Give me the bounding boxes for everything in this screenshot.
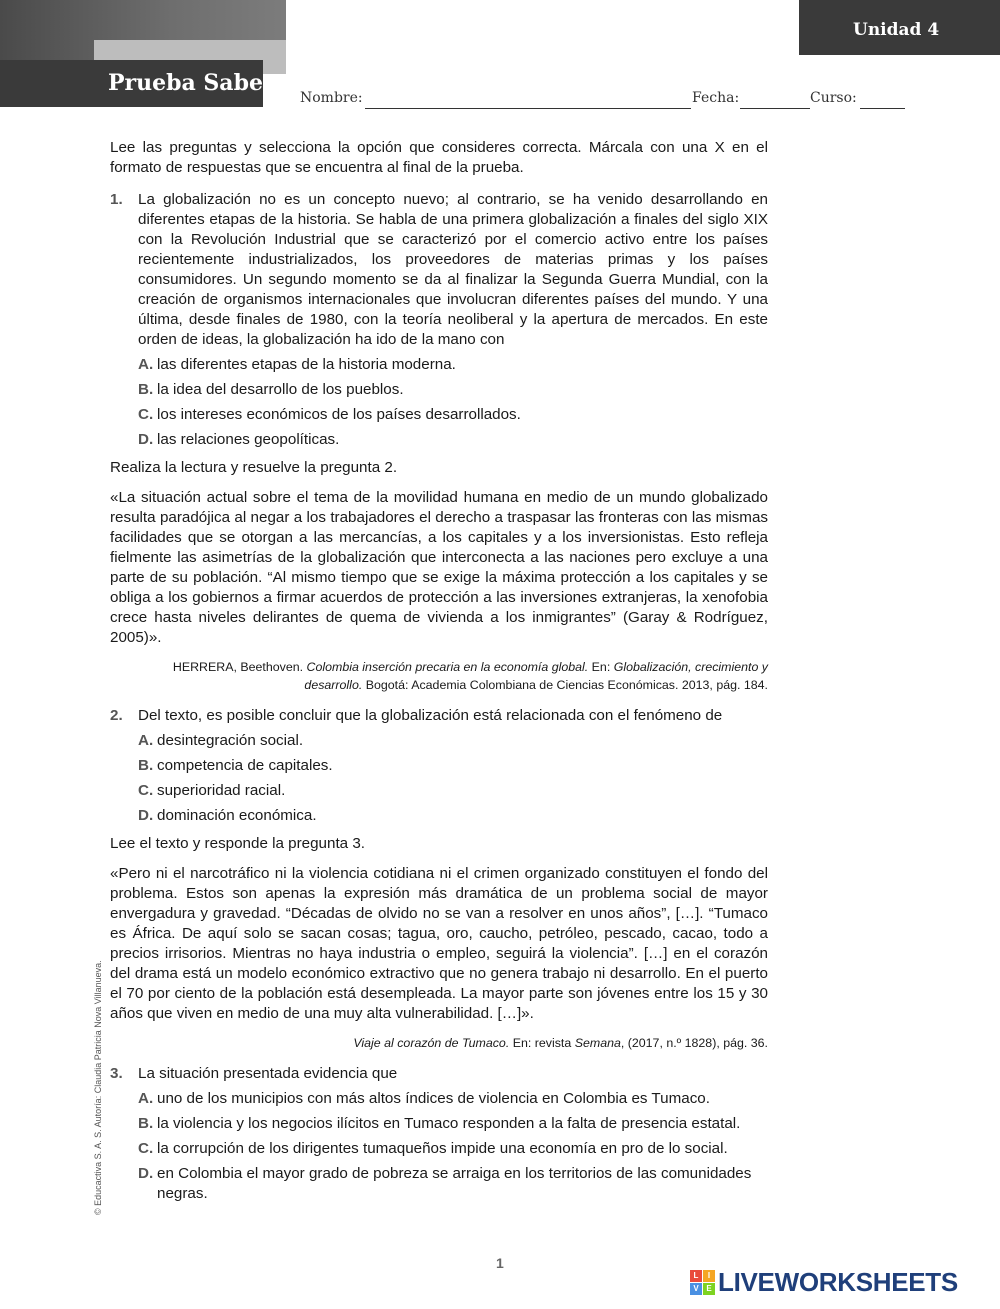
option-b[interactable]: B. la violencia y los negocios ilícitos en Tumaco responden a la falta de presencia estatal. xyxy=(138,1115,741,1132)
option-b[interactable]: B. competencia de capitales. xyxy=(138,757,333,774)
page-title: Prueba Saber xyxy=(0,60,263,107)
instructions: Lee las preguntas y selecciona la opción que consideres correcta. Márcala con una X en el formato de respuestas que se encuentra al final de la prueba. xyxy=(110,139,768,176)
logo-mark-tile: E xyxy=(703,1283,715,1295)
unit-label: Unidad 4 xyxy=(799,0,1000,55)
passage-2: «La situación actual sobre el tema de la movilidad humana en medio de un mundo globalizado resulta paradójica al negar a los trabajadores el derecho a traspasar las fronteras con las mismas facilidades que se otorgan a las mercancías, a los capitales y a los inversionistas. Esto refleja fielmente las asimetrías de la globalización que interconecta a las naciones pero excluye a una parte de su población. “Al mismo tiempo que se exige la máxima protección a los capitales y se obliga a los gobiernos a firmar acuerdos de protección a las inversiones extranjeras, la xenofobia crece hasta niveles delirantes de quema de vivienda a los inmigrantes” (Garay & Rodríguez, 2005)». xyxy=(110,489,768,646)
source-citation-3: Viaje al corazón de Tumaco. En: revista Semana, (2017, n.º 1828), pág. 36. xyxy=(353,1036,768,1050)
logo-mark-tile: L xyxy=(690,1270,702,1282)
option-a[interactable]: A. desintegración social. xyxy=(138,732,304,749)
option-a[interactable]: A. uno de los municipios con más altos índices de violencia en Colombia es Tumaco. xyxy=(138,1090,710,1107)
question-number: 1. xyxy=(110,191,123,208)
question-text: La globalización no es un concepto nuevo; al contrario, se ha venido desarrollando en diferentes etapas de la historia. Se habla de una primera globalización a finales del siglo XIX con la Revolución Industrial que se caracterizó por el comercio activo entre los países recientemente industrializados, los proveedores de materias primas y los países consumidores. Un segundo momento se da al finalizar la Segunda Guerra Mundial, con la creación de organismos internacionales que involucran diferentes países del mundo. Y una última, desde finales de 1980, con la teoría neoliberal y la apertura de mercados. En este orden de ideas, la globalización ha ido de la mano con xyxy=(138,191,768,348)
question-1 xyxy=(110,190,768,350)
reading-instruction-2: Realiza la lectura y resuelve la pregunta 2. xyxy=(110,459,398,476)
option-c[interactable]: C. los intereses económicos de los países desarrollados. xyxy=(138,406,521,423)
option-d[interactable]: D. las relaciones geopolíticas. xyxy=(138,431,340,448)
question-text: La situación presentada evidencia que xyxy=(138,1065,398,1082)
question-2-options xyxy=(138,731,768,826)
course-label: Curso: xyxy=(810,90,857,106)
question-3 xyxy=(110,1064,768,1084)
option-d[interactable]: D. dominación económica. xyxy=(138,807,317,824)
question-3-options xyxy=(138,1089,768,1204)
copyright-note: © Educactiva S. A. S. Autoría: Claudia Patricia Nova Villanueva. xyxy=(93,960,103,1215)
option-c[interactable]: C. la corrupción de los dirigentes tumaqueños impide una economía en pro de lo social. xyxy=(138,1140,728,1157)
course-field[interactable] xyxy=(860,108,905,109)
page-number: 1 xyxy=(496,1255,504,1271)
option-b[interactable]: B. la idea del desarrollo de los pueblos. xyxy=(138,381,404,398)
logo-mark-tile: V xyxy=(690,1283,702,1295)
question-text: Del texto, es posible concluir que la globalización está relacionada con el fenómeno de xyxy=(138,707,723,724)
passage-3: «Pero ni el narcotráfico ni la violencia cotidiana ni el crimen organizado constituyen el fondo del problema. Estos son apenas la expresión más dramática de un problema social de mayor envergadura y gravedad. “Décadas de olvido no se van a resolver en unos años”, […]. “Tumaco es África. De aquí solo se sacan cosas; tagua, oro, caucho, petróleo, pescado, cacao, todo a precios irrisorios. Mientras no haya industria o empleo, seguirá la violencia”. […] en el corazón del drama está un modelo económico extractivo que no genera trabajo ni desarrollo. En el puerto el 70 por ciento de la población está desempleada. La mayor parte son jóvenes entre los 15 y 30 años que viven en medio de una muy alta vulnerabilidad. […]». xyxy=(110,865,768,1022)
source-citation-2: HERRERA, Beethoven. Colombia inserción precaria en la economía global. En: Globalización, crecimiento y desarrollo. Bogotá: Academia Colombiana de Ciencias Económicas. 2013, pág. 184. xyxy=(172,660,768,692)
date-label: Fecha: xyxy=(692,90,740,106)
option-c[interactable]: C. superioridad racial. xyxy=(138,782,286,799)
date-field[interactable] xyxy=(740,108,810,109)
name-label: Nombre: xyxy=(300,90,363,106)
question-number: 2. xyxy=(110,707,123,724)
logo-mark-icon xyxy=(690,1270,716,1296)
question-1-options xyxy=(138,355,768,450)
name-field[interactable] xyxy=(365,108,691,109)
logo-mark-tile: I xyxy=(703,1270,715,1282)
liveworksheets-logo[interactable] xyxy=(690,1267,958,1298)
reading-instruction-3: Lee el texto y responde la pregunta 3. xyxy=(110,835,365,852)
test-content xyxy=(110,138,768,1209)
option-d[interactable]: D. en Colombia el mayor grado de pobreza se arraiga en los territorios de las comunidades negras. xyxy=(138,1165,752,1202)
logo-text: LIVEWORKSHEETS xyxy=(718,1267,958,1297)
question-2 xyxy=(110,706,768,726)
question-number: 3. xyxy=(110,1065,123,1082)
option-a[interactable]: A. las diferentes etapas de la historia moderna. xyxy=(138,356,456,373)
